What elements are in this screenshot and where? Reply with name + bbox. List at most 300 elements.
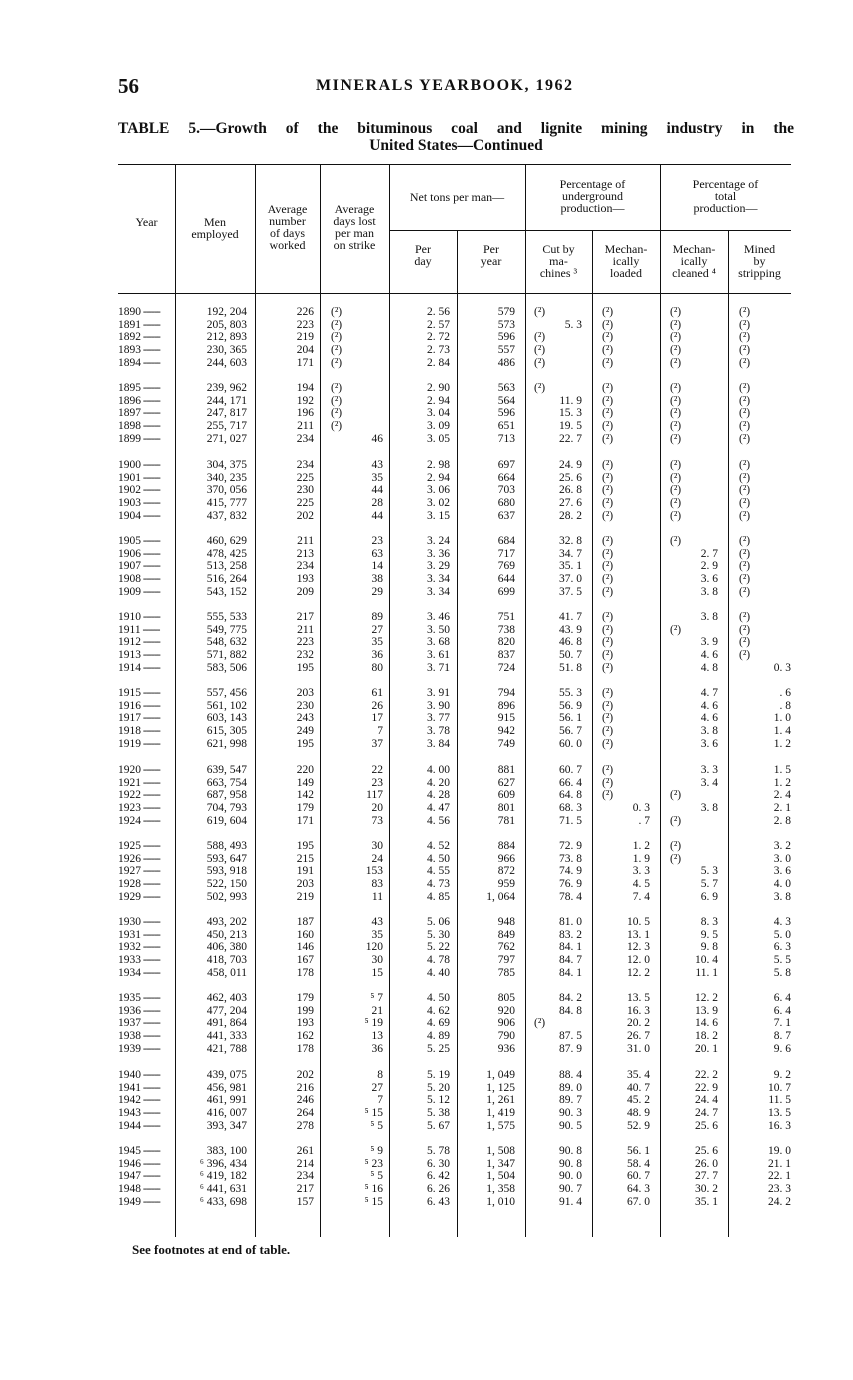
cell-cut: 71. 5 [559,814,582,827]
cell-men: 461, 991 [206,1094,247,1107]
cell-men: 478, 425 [206,547,247,560]
cell-year [118,725,172,738]
cell-cleaned: (²) [670,459,682,471]
cell-loaded: 58. 4 [627,1157,650,1170]
cell-cleaned: (²) [670,814,682,827]
cell-loaded: (²) [602,306,614,318]
header-per-year-line: year [480,254,502,268]
cell-loaded: (²) [602,318,614,331]
cell-men: 619, 604 [206,814,247,827]
cell-cut: 19. 5 [559,420,582,433]
cell-stripping: (²) [739,306,751,318]
cell-per-day: 3. 09 [427,420,450,433]
cell-per-year: 1, 049 [486,1069,515,1081]
cell-men: 549, 775 [206,623,247,636]
cell-per-day: 3. 05 [427,432,450,445]
cell-per-day: 4. 00 [427,764,450,776]
cell-per-day: 2. 98 [427,459,450,471]
cell-year-text: 1944 ------ [118,1120,160,1132]
cell-cut: 87. 5 [559,1030,582,1043]
cell-men: ⁶ 396, 434 [199,1157,247,1170]
cell-men: 239, 962 [206,382,247,394]
cell-cleaned: 35. 1 [695,1195,718,1208]
cell-per-day: 2. 72 [427,331,450,344]
cell-men: 557, 456 [206,687,247,699]
header-per-day [389,243,457,267]
cell-year [118,510,172,523]
column-divider [728,231,729,1237]
cell-cleaned: 27. 7 [695,1170,718,1183]
cell-year [118,560,172,573]
header-year [118,216,175,228]
cell-men: 192, 204 [206,306,247,318]
cell-cleaned: 4. 6 [700,712,718,725]
cell-strike: ⁵ 5 [370,1170,383,1183]
cell-year [118,802,172,815]
cell-year-text: 1919 ------ [118,738,160,750]
cell-loaded: 12. 3 [627,941,650,954]
cell-cut: 26. 8 [559,484,582,497]
cell-cleaned: 3. 8 [700,611,718,623]
cell-cleaned: (²) [670,394,682,407]
column-divider [592,231,593,1237]
cell-year-text: 1934 ------ [118,967,160,979]
cell-loaded: (²) [602,737,614,750]
cell-men: ⁶ 433, 698 [199,1195,247,1208]
cell-cleaned: (²) [670,344,682,357]
cell-loaded: 48. 9 [627,1107,650,1120]
cell-strike: 15 [371,966,383,979]
cell-days: 149 [296,776,314,789]
cell-per-day: 5. 06 [427,916,450,928]
header-mech-loaded [592,243,660,279]
cell-loaded: 12. 2 [627,966,650,979]
cell-strike: 30 [371,840,383,852]
cell-loaded: (²) [602,432,614,445]
cell-year-text: 1929 ------ [118,891,160,903]
cell-men: 205, 803 [206,318,247,331]
cell-loaded: 7. 4 [632,890,650,903]
cell-year-text: 1896 ------ [118,395,160,407]
cell-men: 393, 347 [206,1119,247,1132]
cell-year-text: 1937 ------ [118,1017,160,1029]
cell-cut: 84. 1 [559,941,582,954]
cell-loaded: 45. 2 [627,1094,650,1107]
header-mech-loaded-line: Mechan- [604,242,648,256]
cell-cut: 66. 4 [559,776,582,789]
column-divider [320,165,321,1237]
cell-cut: 88. 4 [559,1069,582,1081]
cell-year-text: 1903 ------ [118,497,160,509]
cell-days: 160 [296,928,314,941]
caption-line-2: United States—Continued [369,137,543,154]
cell-per-year: 762 [497,941,515,954]
cell-year-text: 1921 ------ [118,777,160,789]
cell-per-year: 1, 347 [486,1157,515,1170]
cell-year [118,624,172,637]
cell-days: 232 [296,649,314,662]
header-days-strike-line: per man [335,226,374,240]
cell-strike: (²) [331,356,343,369]
cell-loaded: 3. 3 [632,865,650,878]
cell-strike: 7 [377,725,383,738]
cell-cleaned: 24. 7 [695,1107,718,1120]
cell-cut: (²) [534,356,546,369]
header-mech-cleaned-line: Mechan- [672,242,716,256]
cell-stripping: (²) [739,497,751,510]
cell-year-text: 1916 ------ [118,700,160,712]
cell-cut: 56. 1 [559,712,582,725]
cell-cut: 37. 5 [559,585,582,598]
cell-loaded: (²) [602,712,614,725]
cell-days: 203 [296,878,314,891]
cell-strike: ⁵ 15 [364,1195,383,1208]
cell-days: 215 [296,852,314,865]
cell-per-day: 4. 47 [427,802,450,815]
header-underground-line: underground [561,189,624,203]
cell-strike: (²) [331,420,343,433]
cell-per-year: 564 [497,394,515,407]
cell-cleaned: 3. 8 [700,725,718,738]
cell-year-text: 1927 ------ [118,865,160,877]
cell-stripping: (²) [739,420,751,433]
cell-per-year: 837 [497,649,515,662]
cell-year-text: 1918 ------ [118,725,160,737]
cell-cut: 84. 2 [559,992,582,1004]
cell-year [118,878,172,891]
cell-loaded: (²) [602,789,614,802]
cell-per-day: 3. 15 [427,509,450,522]
cell-per-day: 6. 42 [427,1170,450,1183]
cell-per-day: 3. 29 [427,560,450,573]
cell-per-day: 5. 38 [427,1107,450,1120]
cell-men: 421, 788 [206,1042,247,1055]
cell-per-year: 697 [497,459,515,471]
header-per-year-line: Per [483,242,499,256]
cell-strike: 29 [371,585,383,598]
cell-days: 195 [296,737,314,750]
cell-stripping: (²) [739,356,751,369]
cell-per-day: 3. 06 [427,484,450,497]
cell-cleaned: 5. 3 [700,865,718,878]
cell-per-day: 3. 61 [427,649,450,662]
header-days-strike [320,203,389,251]
cell-strike: 35 [371,928,383,941]
cell-year [118,764,172,777]
cell-strike: 27 [371,623,383,636]
cell-year [118,789,172,802]
cell-per-day: 2. 73 [427,344,450,357]
cell-per-day: 3. 36 [427,547,450,560]
cell-days: 225 [296,497,314,510]
cell-cut: 24. 9 [559,459,582,471]
cell-days: 203 [296,687,314,699]
cell-year-text: 1915 ------ [118,687,160,699]
cell-cleaned: 22. 9 [695,1081,718,1094]
cell-per-year: 573 [497,318,515,331]
cell-strike: 17 [371,712,383,725]
cell-stripping: 9. 2 [773,1069,791,1081]
cell-stripping: 5. 8 [773,966,791,979]
cell-per-year: 644 [497,573,515,586]
cell-cleaned: 3. 8 [700,585,718,598]
cell-strike: 30 [371,954,383,967]
cell-cleaned: 3. 6 [700,573,718,586]
cell-year-text: 1908 ------ [118,573,160,585]
cell-cut: 84. 8 [559,1004,582,1017]
cell-strike: ⁵ 7 [370,992,383,1004]
cell-cut: 60. 0 [559,737,582,750]
cell-loaded: 16. 3 [627,1004,650,1017]
cell-cleaned: 4. 7 [700,687,718,699]
cell-year [118,853,172,866]
cell-stripping: 10. 7 [768,1081,791,1094]
cell-days: 246 [296,1094,314,1107]
cell-year [118,472,172,485]
cell-per-day: 5. 67 [427,1119,450,1132]
cell-men: 502, 993 [206,890,247,903]
cell-stripping: (²) [739,344,751,357]
cell-loaded: (²) [602,547,614,560]
cell-stripping: 0. 3 [773,661,791,674]
cell-year-text: 1909 ------ [118,586,160,598]
cell-per-day: 5. 22 [427,941,450,954]
cell-year-text: 1924 ------ [118,815,160,827]
cell-per-day: 4. 78 [427,954,450,967]
cell-cut: 90. 7 [559,1183,582,1196]
cell-year [118,700,172,713]
cell-year-text: 1926 ------ [118,853,160,865]
cell-year [118,636,172,649]
cell-per-day: 3. 78 [427,725,450,738]
cell-days: 193 [296,1017,314,1030]
cell-loaded: (²) [602,344,614,357]
cell-per-day: 2. 94 [427,471,450,484]
cell-stripping: (²) [739,585,751,598]
cell-cut: 89. 0 [559,1081,582,1094]
cell-year-text: 1925 ------ [118,840,160,852]
header-days-strike-line: days lost [333,214,376,228]
cell-cut: 64. 8 [559,789,582,802]
cell-strike: ⁵ 19 [364,1017,383,1030]
cell-per-year: 797 [497,954,515,967]
cell-year [118,929,172,942]
cell-year-text: 1912 ------ [118,636,160,648]
column-divider [175,165,176,1237]
cell-year-text: 1938 ------ [118,1030,160,1042]
cell-cleaned: 8. 3 [700,916,718,928]
cell-cleaned: 14. 6 [695,1017,718,1030]
cell-days: 261 [296,1145,314,1157]
cell-year-text: 1906 ------ [118,548,160,560]
cell-per-year: 1, 010 [486,1195,515,1208]
header-per-day-line: day [414,254,432,268]
cell-per-year: 790 [497,1030,515,1043]
cell-cut: 81. 0 [559,916,582,928]
cell-days: 194 [296,382,314,394]
cell-cleaned: 3. 9 [700,636,718,649]
cell-days: 214 [296,1157,314,1170]
cell-per-year: 805 [497,992,515,1004]
cell-per-day: 5. 19 [427,1069,450,1081]
cell-cut: 78. 4 [559,890,582,903]
cell-loaded: (²) [602,699,614,712]
cell-year [118,1196,172,1209]
cell-year-text: 1931 ------ [118,929,160,941]
cell-stripping: 1. 0 [773,712,791,725]
cell-days: 234 [296,1170,314,1183]
cell-per-day: 3. 02 [427,497,450,510]
cell-year [118,331,172,344]
cell-men: 493, 202 [206,916,247,928]
cell-loaded: (²) [602,725,614,738]
cell-year [118,1082,172,1095]
cell-days: 243 [296,712,314,725]
cell-loaded: (²) [602,394,614,407]
cell-per-year: 627 [497,776,515,789]
cell-per-day: 2. 84 [427,356,450,369]
cell-men: 516, 264 [206,573,247,586]
cell-stripping: (²) [739,547,751,560]
header-men-employed [175,216,255,240]
cell-cleaned: 9. 5 [700,928,718,941]
cell-cut: 90. 8 [559,1145,582,1157]
cell-men: 244, 171 [206,394,247,407]
cell-strike: 80 [371,661,383,674]
cell-year-text: 1923 ------ [118,802,160,814]
cell-stripping: (²) [739,560,751,573]
cell-days: 196 [296,407,314,420]
cell-men: 687, 958 [206,789,247,802]
cell-days: 178 [296,966,314,979]
cell-loaded: 0. 3 [632,802,650,815]
cell-year-text: 1900 ------ [118,459,160,471]
cell-per-year: 1, 508 [486,1145,515,1157]
cell-cut: 25. 6 [559,471,582,484]
cell-days: 146 [296,941,314,954]
header-underground-line: production— [560,201,625,215]
cell-loaded: . 7 [638,814,650,827]
cell-cut: 91. 4 [559,1195,582,1208]
cell-year [118,1094,172,1107]
cell-per-year: 651 [497,420,515,433]
cell-cleaned: (²) [670,318,682,331]
cell-cut: 56. 7 [559,725,582,738]
cell-men: 462, 403 [206,992,247,1004]
cell-year-text: 1917 ------ [118,712,160,724]
cell-per-year: 738 [497,623,515,636]
cell-per-year: 724 [497,661,515,674]
cell-cleaned: 12. 2 [695,992,718,1004]
cell-year [118,420,172,433]
cell-days: 264 [296,1107,314,1120]
cell-stripping: 3. 6 [773,865,791,878]
cell-year-text: 1920 ------ [118,764,160,776]
cell-year [118,357,172,370]
cell-per-day: 3. 34 [427,585,450,598]
cell-per-year: 717 [497,547,515,560]
cell-cleaned: (²) [670,789,682,802]
cell-per-day: 4. 73 [427,878,450,891]
cell-men: 255, 717 [206,420,247,433]
cell-stripping: (²) [739,649,751,662]
cell-loaded: 10. 5 [627,916,650,928]
cell-days: 204 [296,344,314,357]
cell-strike: 23 [371,535,383,547]
cell-stripping: (²) [739,331,751,344]
cell-days: 249 [296,725,314,738]
cell-cut: 35. 1 [559,560,582,573]
cell-men: 458, 011 [207,966,247,979]
cell-cut: 55. 3 [559,687,582,699]
cell-cut: 89. 7 [559,1094,582,1107]
cell-year-text: 1901 ------ [118,472,160,484]
cell-stripping: 1. 4 [773,725,791,738]
cell-men: 383, 100 [206,1145,247,1157]
cell-per-day: 2. 56 [427,306,450,318]
cell-men: 439, 075 [206,1069,247,1081]
page-number: 56 [118,74,139,98]
cell-days: 211 [297,535,314,547]
cell-year-text: 1893 ------ [118,344,160,356]
cell-stripping: 6. 4 [773,1004,791,1017]
cell-days: 230 [296,484,314,497]
cell-loaded: (²) [602,509,614,522]
cell-per-year: 915 [497,712,515,725]
cell-year-text: 1942 ------ [118,1094,160,1106]
cell-loaded: (²) [602,484,614,497]
cell-stripping: 13. 5 [768,1107,791,1120]
cell-per-year: 781 [497,814,515,827]
cell-loaded: 60. 7 [627,1170,650,1183]
cell-per-year: 596 [497,331,515,344]
cell-cut: 90. 8 [559,1157,582,1170]
cell-per-day: 4. 20 [427,776,450,789]
cell-per-day: 4. 40 [427,966,450,979]
group-header-rule [660,230,791,231]
cell-per-day: 2. 90 [427,382,450,394]
cell-per-year: 920 [497,1004,515,1017]
cell-year-text: 1892 ------ [118,331,160,343]
cell-per-day: 3. 71 [427,661,450,674]
cell-year-text: 1914 ------ [118,662,160,674]
cell-year [118,1107,172,1120]
cell-days: 142 [296,789,314,802]
cell-days: 230 [296,699,314,712]
cell-men: 418, 703 [206,954,247,967]
cell-stripping: 3. 8 [773,890,791,903]
header-days-worked-line: number [269,214,306,228]
cell-strike: (²) [331,344,343,357]
cell-year-text: 1922 ------ [118,789,160,801]
cell-strike: 44 [371,509,383,522]
cell-loaded: (²) [602,611,614,623]
cell-loaded: 64. 3 [627,1183,650,1196]
cell-loaded: (²) [602,649,614,662]
cell-loaded: (²) [602,687,614,699]
cell-days: 209 [296,585,314,598]
cell-cleaned: 4. 6 [700,649,718,662]
cell-cut: 37. 0 [559,573,582,586]
cell-cut: (²) [534,344,546,357]
cell-year-text: 1948 ------ [118,1183,160,1195]
cell-per-day: 4. 85 [427,890,450,903]
cell-per-year: 703 [497,484,515,497]
header-men-employed-line: Men [204,215,226,229]
header-days-worked-line: Average [267,202,308,216]
column-divider [660,165,661,1237]
header-stripping-line: Mined [743,242,776,256]
